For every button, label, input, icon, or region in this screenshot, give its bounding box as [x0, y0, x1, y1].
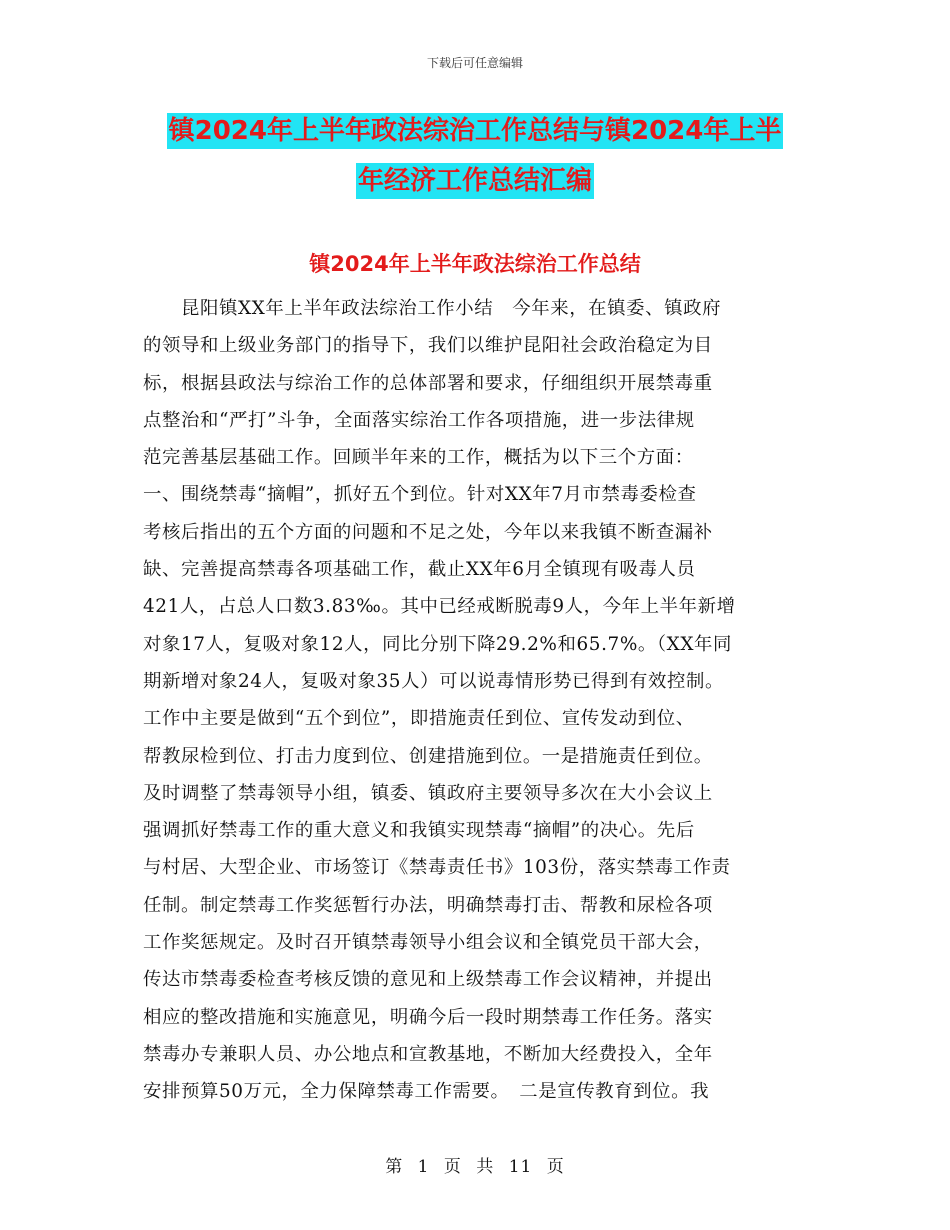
body-line: 范完善基层基础工作。回顾半年来的工作，概括为以下三个方面： [143, 447, 694, 469]
body-line: 一、围绕禁毒“摘帽”，抓好五个到位。针对XX年7月市禁毒委检查 [143, 484, 697, 506]
body-line: 禁毒办专兼职人员、办公地点和宣教基地，不断加大经费投入，全年 [143, 1043, 713, 1065]
body-line: 工作奖惩规定。及时召开镇禁毒领导小组会议和全镇党员干部大会， [143, 932, 713, 954]
document-title [0, 106, 950, 206]
body-line: 考核后指出的五个方面的问题和不足之处，今年以来我镇不断查漏补 [143, 521, 713, 543]
page-footer [0, 1152, 950, 1177]
body-line: 传达市禁毒委检查考核反馈的意见和上级禁毒工作会议精神，并提出 [143, 969, 713, 991]
section-title: 镇2024年上半年政法综治工作总结 [309, 252, 641, 276]
body-line: 安排预算50万元，全力保障禁毒工作需要。 二是宣传教育到位。我 [143, 1081, 710, 1103]
document-title-line-1: 镇2024年上半年政法综治工作总结与镇2024年上半 [167, 113, 784, 149]
body-line: 帮教尿检到位、打击力度到位、创建措施到位。一是措施责任到位。 [143, 745, 713, 767]
body-line: 与村居、大型企业、市场签订《禁毒责任书》103份，落实禁毒工作责 [143, 857, 731, 879]
body-line: 421人，占总人口数3.83‰。其中已经戒断脱毒9人，今年上半年新增 [143, 596, 736, 618]
body-line: 缺、完善提高禁毒各项基础工作，截止XX年6月全镇现有吸毒人员 [143, 559, 696, 581]
body-line: 相应的整改措施和实施意见，明确今后一段时期禁毒工作任务。落实 [143, 1006, 713, 1028]
footer-total-unit: 页 [546, 1157, 565, 1177]
body-line: 强调抓好禁毒工作的重大意义和我镇实现禁毒“摘帽”的决心。先后 [143, 820, 695, 842]
document-title-line-2: 年经济工作总结汇编 [356, 163, 594, 199]
body-line: 任制。制定禁毒工作奖惩暂行办法，明确禁毒打击、帮教和尿检各项 [143, 894, 713, 916]
body-line: 对象17人，复吸对象12人，同比分别下降29.2%和65.7%。（XX年同 [143, 633, 733, 655]
body-text [143, 290, 803, 1111]
header-note: 下载后可任意编辑 [426, 56, 523, 70]
body-line: 标，根据县政法与综治工作的总体部署和要求，仔细组织开展禁毒重 [143, 372, 713, 394]
footer-page-label: 第 [385, 1157, 404, 1177]
body-line: 昆阳镇XX年上半年政法综治工作小结 今年来，在镇委、镇政府 [143, 298, 722, 319]
body-line: 的领导和上级业务部门的指导下，我们以维护昆阳社会政治稳定为目 [143, 335, 713, 357]
footer-current-page: 1 [417, 1157, 430, 1177]
footer-page-unit: 页 [443, 1157, 462, 1177]
footer-total-pages: 11 [508, 1157, 533, 1177]
body-line: 点整治和“严打”斗争，全面落实综治工作各项措施，进一步法律规 [143, 409, 695, 431]
body-line: 及时调整了禁毒领导小组，镇委、镇政府主要领导多次在大小会议上 [143, 782, 713, 804]
body-line: 期新增对象24人，复吸对象35人）可以说毒情形势已得到有效控制。 [143, 670, 724, 692]
body-line: 工作中主要是做到“五个到位”，即措施责任到位、宣传发动到位、 [143, 708, 695, 730]
footer-total-label: 共 [476, 1157, 495, 1177]
